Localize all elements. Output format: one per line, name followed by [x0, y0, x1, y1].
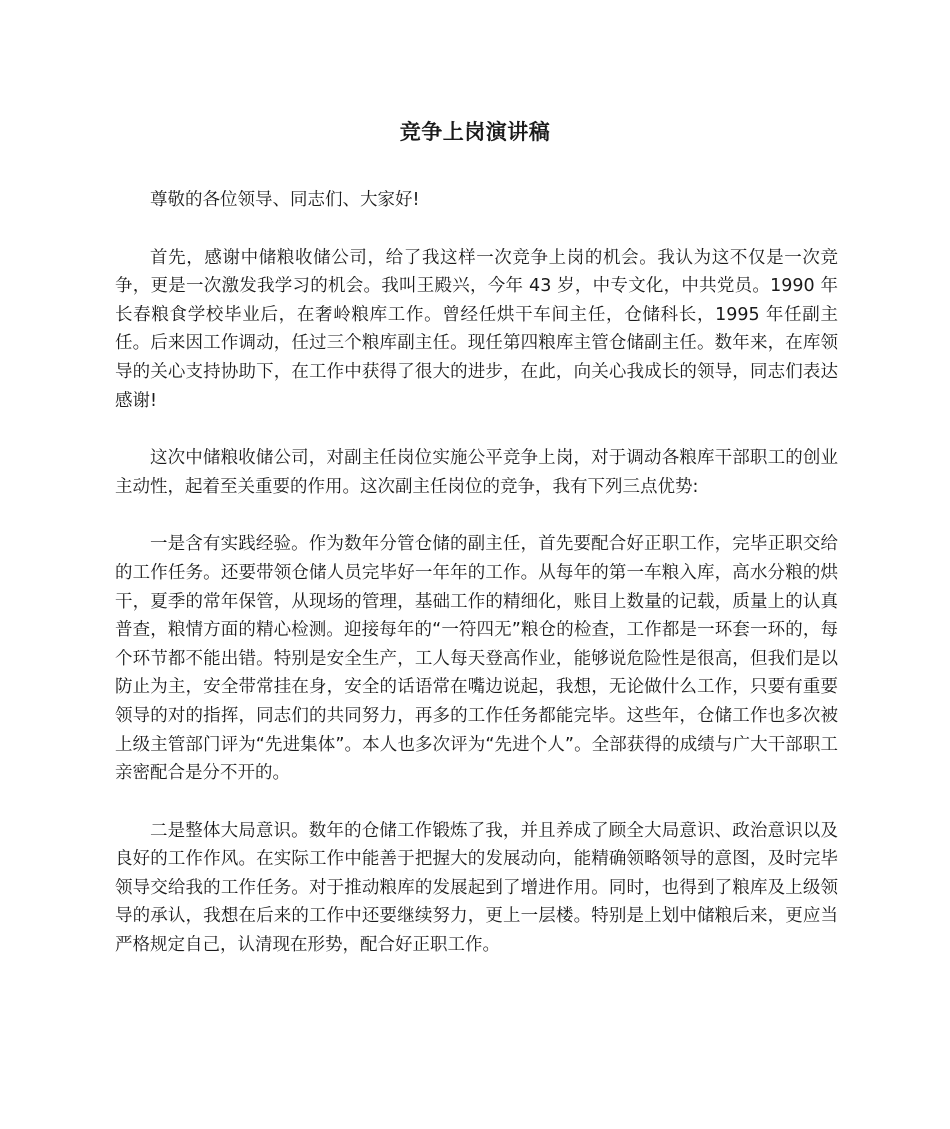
paragraph-greeting: 尊敬的各位领导、同志们、大家好! [150, 190, 420, 210]
paragraph-advantage-experience: 一是含有实践经验。作为数年分管仓储的副主任，首先要配合好正职工作，完毕正职交给的工作任务。还要带领仓储人员完毕好一年年的工作。从每年的第一车粮入库，高水分粮的烘干，夏季的常年保管，从现场的管理，基础工作的精细化，账目上数量的记载，质量上的认真普查，粮情方面的精心检测。迎接每年的“一符四无”粮仓的检查，工作都是一环套一环的，每个环节都不能出错。特别是安全生产，工人每天登高作业，能够说危险性是很高，但我们是以防止为主，安全带常挂在身，安全的话语常在嘴边说起，我想，无论做什么工作，只要有重要领导的对的指挥，同志们的共同努力，再多的工作任务都能完毕。这些年，仓储工作也多次被上级主管部门评为“先进集体”。本人也多次评为“先进个人”。全部获得的成绩与广大干部职工亲密配合是分不开的。 [115, 534, 838, 784]
document-body [115, 186, 838, 989]
paragraph-competition-context: 这次中储粮收储公司，对副主任岗位实施公平竞争上岗，对于调动各粮库干部职工的创业主动性，起着至关重要的作用。这次副主任岗位的竞争，我有下列三点优势: [115, 448, 838, 497]
paragraph-introduction: 首先，感谢中储粮收储公司，给了我这样一次竞争上岗的机会。我认为这不仅是一次竞争，更是一次激发我学习的机会。我叫王殿兴，今年 43 岁，中专文化，中共党员。1990 年长春粮食学校毕业后，在奢岭粮库工作。曾经任烘干车间主任，仓储科长，1995 年任副主任。后来因工作调动，任过三个粮库副主任。现任第四粮库主管仓储副主任。数年来，在库领导的关心支持协助下，在工作中获得了很大的进步，在此，向关心我成长的领导，同志们表达感谢! [115, 247, 838, 411]
document-title: 竞争上岗演讲稿 [399, 120, 551, 144]
paragraph-advantage-overall-awareness: 二是整体大局意识。数年的仓储工作锻炼了我，并且养成了顾全大局意识、政治意识以及良好的工作作风。在实际工作中能善于把握大的发展动向，能精确领略领导的意图，及时完毕领导交给我的工作任务。对于推动粮库的发展起到了增进作用。同时，也得到了粮库及上级领导的承认，我想在后来的工作中还要继续努力，更上一层楼。特别是上划中储粮后来，更应当严格规定自己，认清现在形势，配合好正职工作。 [115, 820, 838, 956]
